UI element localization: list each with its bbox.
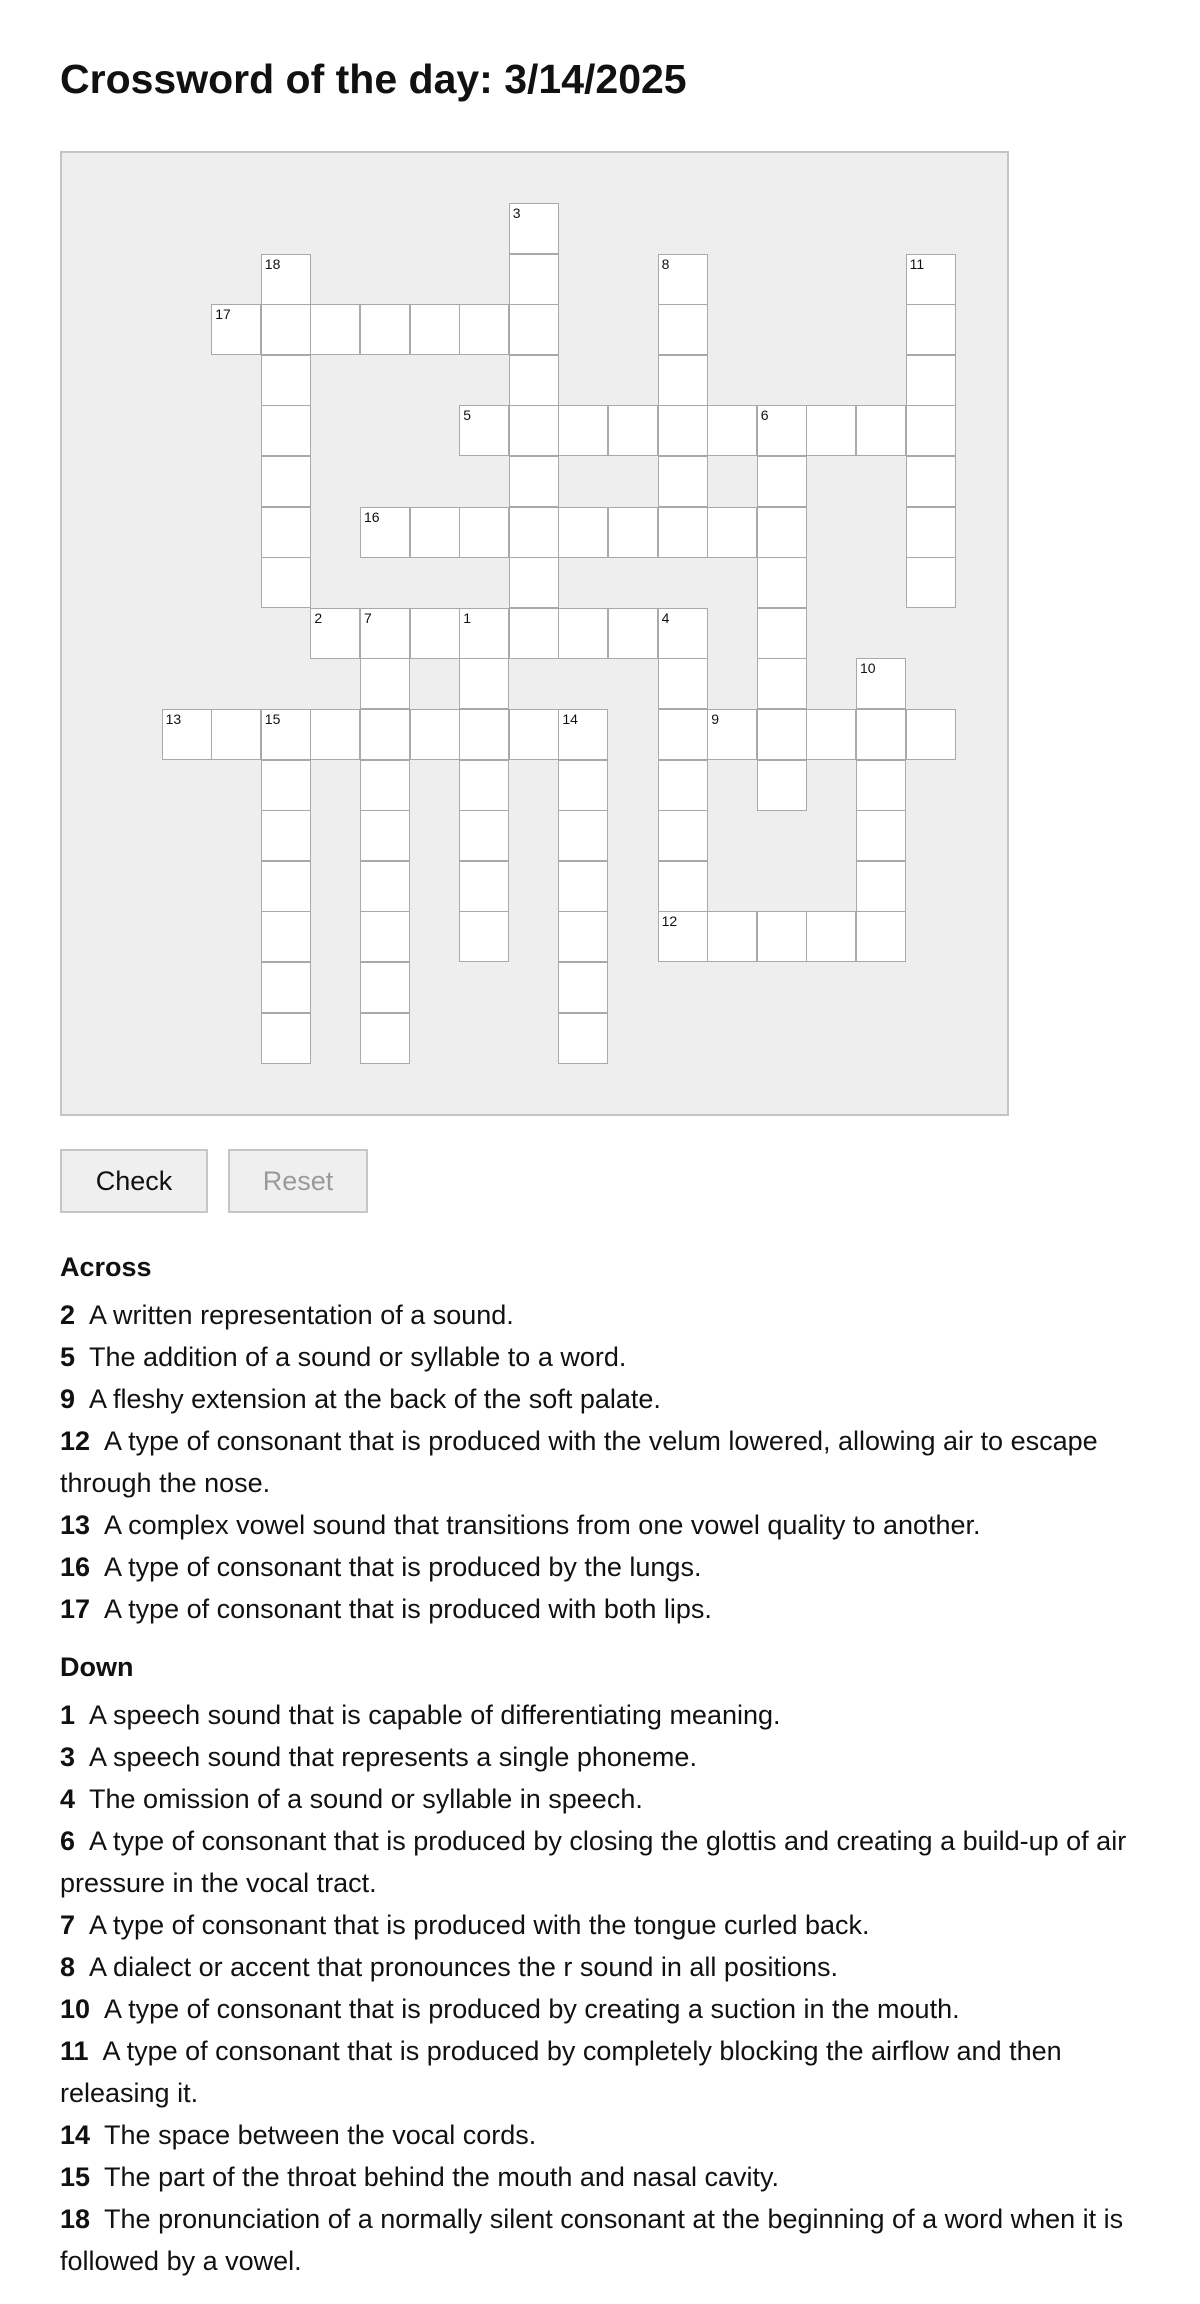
clue-text: A type of consonant that is produced with the velum lowered, allowing air to escape through the nose. — [60, 1426, 1098, 1498]
clue-text: The pronunciation of a normally silent consonant at the beginning of a word when it is followed by a vowel. — [60, 2204, 1124, 2276]
grid-cell[interactable] — [509, 254, 559, 305]
grid-cell[interactable] — [658, 304, 708, 355]
grid-cell[interactable] — [906, 456, 956, 507]
grid-cell[interactable] — [410, 608, 460, 659]
grid-cell[interactable] — [261, 355, 311, 406]
clue-number: 12 — [60, 1426, 91, 1456]
grid-cell[interactable] — [261, 810, 311, 861]
grid-cell[interactable] — [757, 760, 807, 811]
down-clue[interactable] — [60, 1736, 1150, 1778]
clue-text: The space between the vocal cords. — [104, 2120, 537, 2150]
down-clue-list — [60, 1694, 1150, 2282]
grid-cell[interactable] — [658, 254, 708, 305]
clue-number: 9 — [60, 1384, 76, 1414]
grid-cell[interactable] — [856, 709, 906, 760]
grid-cell[interactable] — [856, 861, 906, 912]
grid-cell[interactable] — [757, 405, 807, 456]
clue-number: 10 — [60, 1994, 91, 2024]
cell-number: 11 — [909, 255, 925, 272]
grid-cell[interactable] — [707, 507, 757, 558]
clue-text: A speech sound that represents a single phoneme. — [89, 1742, 697, 1772]
cell-number: 10 — [860, 660, 876, 677]
grid-cell[interactable] — [558, 962, 608, 1013]
clue-text: A type of consonant that is produced with the tongue curled back. — [89, 1910, 870, 1940]
cell-number: 1 — [463, 609, 471, 626]
cell-number: 9 — [711, 711, 719, 727]
down-clue[interactable] — [60, 2156, 1150, 2198]
cell-number: 16 — [364, 508, 380, 525]
check-button[interactable]: Check — [60, 1149, 208, 1213]
grid-cell[interactable] — [310, 709, 360, 760]
clue-text: A type of consonant that is produced with both lips. — [104, 1594, 712, 1624]
cell-number: 8 — [661, 255, 670, 272]
grid-cell[interactable] — [310, 608, 360, 659]
cell-number: 5 — [463, 407, 471, 424]
grid-cell[interactable] — [757, 507, 807, 558]
grid-cell[interactable] — [707, 911, 757, 962]
grid-cell[interactable] — [856, 658, 906, 709]
clue-number: 3 — [60, 1742, 76, 1772]
grid-cell[interactable] — [558, 760, 608, 811]
grid-cell[interactable] — [509, 355, 559, 406]
clue-number: 17 — [60, 1594, 91, 1624]
grid-cell[interactable] — [658, 456, 708, 507]
grid-cell[interactable] — [558, 810, 608, 861]
grid-cell[interactable] — [211, 304, 261, 355]
grid-cell[interactable] — [360, 810, 410, 861]
grid-cell[interactable] — [757, 557, 807, 608]
clue-text: The omission of a sound or syllable in speech. — [89, 1784, 643, 1814]
clue-text: A type of consonant that is produced by closing the glottis and creating a build-up of air pressure in the vocal tract. — [60, 1826, 1127, 1898]
clue-number: 14 — [60, 2120, 91, 2150]
clue-number: 13 — [60, 1510, 91, 1540]
grid-cell[interactable] — [261, 507, 311, 558]
grid-cell[interactable] — [459, 658, 509, 709]
grid-cell[interactable] — [856, 760, 906, 811]
grid-cell[interactable] — [658, 810, 708, 861]
grid-cell[interactable] — [608, 405, 658, 456]
clue-text: A type of consonant that is produced by creating a suction in the mouth. — [104, 1994, 960, 2024]
grid-cell[interactable] — [658, 507, 708, 558]
grid-cell[interactable] — [261, 861, 311, 912]
grid-cell[interactable] — [558, 507, 608, 558]
grid-cell[interactable] — [261, 456, 311, 507]
cell-number: 3 — [512, 205, 521, 221]
grid-cell[interactable] — [459, 304, 509, 355]
down-clue[interactable] — [60, 2030, 1150, 2114]
across-clue[interactable] — [60, 1504, 1150, 1546]
grid-cell[interactable] — [558, 911, 608, 962]
grid-cell[interactable] — [658, 608, 708, 659]
grid-cell[interactable] — [707, 709, 757, 760]
down-clue[interactable] — [60, 1778, 1150, 1820]
grid-cell[interactable] — [906, 557, 956, 608]
grid-cell[interactable] — [459, 911, 509, 962]
grid-cell[interactable] — [509, 709, 559, 760]
across-clue-list — [60, 1294, 1150, 1630]
grid-cell[interactable] — [558, 405, 608, 456]
grid-cell[interactable] — [856, 810, 906, 861]
crossword-board — [60, 151, 1009, 1116]
grid-cell[interactable] — [459, 760, 509, 811]
clue-number: 18 — [60, 2204, 91, 2234]
grid-cell[interactable] — [261, 1013, 311, 1064]
grid-cell[interactable] — [806, 911, 856, 962]
grid-cell[interactable] — [162, 709, 212, 760]
grid-cell[interactable] — [360, 760, 410, 811]
grid-cell[interactable] — [509, 456, 559, 507]
down-clue[interactable] — [60, 1946, 1150, 1988]
down-clue[interactable] — [60, 2198, 1150, 2282]
grid-cell[interactable] — [509, 507, 559, 558]
clue-number: 8 — [60, 1952, 76, 1982]
grid-cell[interactable] — [509, 304, 559, 355]
across-heading: Across — [60, 1252, 152, 1282]
grid-cell[interactable] — [360, 1013, 410, 1064]
clue-text: A type of consonant that is produced by completely blocking the airflow and then releasing it. — [60, 2036, 1062, 2108]
grid-cell[interactable] — [261, 911, 311, 962]
cell-number: 2 — [314, 609, 323, 626]
grid-cell[interactable] — [360, 861, 410, 912]
grid-cell[interactable] — [261, 254, 311, 305]
clues-section — [60, 1238, 1150, 2282]
grid-cell[interactable] — [459, 507, 509, 558]
grid-cell[interactable] — [211, 709, 261, 760]
grid-cell[interactable] — [360, 709, 410, 760]
grid-cell[interactable] — [310, 304, 360, 355]
grid-cell[interactable] — [261, 304, 311, 355]
down-clue[interactable] — [60, 1904, 1150, 1946]
across-clue[interactable] — [60, 1588, 1150, 1630]
grid-cell[interactable] — [261, 962, 311, 1013]
down-heading: Down — [60, 1652, 134, 1682]
grid-cell[interactable] — [261, 709, 311, 760]
grid-cell[interactable] — [757, 911, 807, 962]
grid-cell[interactable] — [360, 658, 410, 709]
cell-number: 17 — [215, 306, 231, 323]
grid-cell[interactable] — [658, 405, 708, 456]
grid-cell[interactable] — [509, 405, 559, 456]
grid-cell[interactable] — [360, 608, 410, 659]
grid-cell[interactable] — [261, 405, 311, 456]
grid-cell[interactable] — [558, 608, 608, 659]
clue-text: A fleshy extension at the back of the soft palate. — [89, 1384, 661, 1414]
grid-cell[interactable] — [658, 760, 708, 811]
clue-number: 16 — [60, 1552, 91, 1582]
grid-cell[interactable] — [459, 709, 509, 760]
grid-cell[interactable] — [707, 405, 757, 456]
grid-cell[interactable] — [658, 355, 708, 406]
cell-number: 13 — [165, 711, 182, 727]
clue-number: 1 — [60, 1700, 76, 1730]
grid-cell[interactable] — [360, 962, 410, 1013]
across-clue[interactable] — [60, 1420, 1150, 1504]
clue-number: 5 — [60, 1342, 76, 1372]
clue-number: 4 — [60, 1784, 76, 1814]
grid-cell[interactable] — [608, 608, 658, 659]
grid-cell[interactable] — [658, 709, 708, 760]
cell-number: 15 — [264, 711, 281, 727]
grid-cell[interactable] — [558, 861, 608, 912]
grid-cell[interactable] — [658, 911, 708, 962]
grid-cell[interactable] — [608, 507, 658, 558]
grid-cell[interactable] — [558, 1013, 608, 1064]
clue-text: A type of consonant that is produced by the lungs. — [104, 1552, 702, 1582]
across-clue[interactable] — [60, 1378, 1150, 1420]
grid-cell[interactable] — [806, 709, 856, 760]
clue-text: The part of the throat behind the mouth and nasal cavity. — [104, 2162, 779, 2192]
clue-number: 15 — [60, 2162, 91, 2192]
grid-cell[interactable] — [360, 304, 410, 355]
clue-number: 7 — [60, 1910, 76, 1940]
grid-cell[interactable] — [906, 355, 956, 406]
clue-text: The addition of a sound or syllable to a word. — [89, 1342, 627, 1372]
down-clue[interactable] — [60, 2114, 1150, 2156]
across-clue[interactable] — [60, 1294, 1150, 1336]
grid-cell[interactable] — [906, 709, 956, 760]
grid-cell[interactable] — [757, 658, 807, 709]
clue-number: 2 — [60, 1300, 76, 1330]
clue-number: 11 — [60, 2036, 89, 2066]
clue-text: A written representation of a sound. — [89, 1300, 514, 1330]
grid-cell[interactable] — [757, 456, 807, 507]
grid-cell[interactable] — [509, 608, 559, 659]
reset-button[interactable]: Reset — [228, 1149, 368, 1213]
grid-cell[interactable] — [856, 405, 906, 456]
grid-cell[interactable] — [906, 507, 956, 558]
grid-cell[interactable] — [856, 911, 906, 962]
grid-cell[interactable] — [906, 254, 956, 305]
grid-cell[interactable] — [459, 608, 509, 659]
grid-cell[interactable] — [757, 608, 807, 659]
down-clue[interactable] — [60, 1694, 1150, 1736]
grid-cell[interactable] — [410, 709, 460, 760]
grid-cell[interactable] — [410, 507, 460, 558]
cell-number: 14 — [562, 711, 578, 727]
grid-cell[interactable] — [658, 658, 708, 709]
grid-cell[interactable] — [459, 861, 509, 912]
cell-number: 12 — [661, 913, 678, 930]
grid-cell[interactable] — [757, 709, 807, 760]
grid-cell[interactable] — [658, 861, 708, 912]
grid-cell[interactable] — [360, 507, 410, 558]
grid-cell[interactable] — [906, 304, 956, 355]
grid-cell[interactable] — [410, 304, 460, 355]
grid-cell[interactable] — [509, 203, 559, 254]
grid-cell[interactable] — [261, 557, 311, 608]
clue-text: A complex vowel sound that transitions from one vowel quality to another. — [104, 1510, 981, 1540]
grid-cell[interactable] — [558, 709, 608, 760]
grid-cell[interactable] — [360, 911, 410, 962]
cell-number: 7 — [364, 609, 372, 626]
clue-text: A dialect or accent that pronounces the r sound in all positions. — [89, 1952, 838, 1982]
page-title: Crossword of the day: 3/14/2025 — [60, 56, 687, 102]
cell-number: 18 — [264, 255, 281, 272]
clue-text: A speech sound that is capable of differentiating meaning. — [89, 1700, 781, 1730]
grid-cell[interactable] — [806, 405, 856, 456]
clue-number: 6 — [60, 1826, 76, 1856]
down-clue[interactable] — [60, 1988, 1150, 2030]
grid-cell[interactable] — [459, 810, 509, 861]
grid-cell[interactable] — [459, 405, 509, 456]
across-clue[interactable] — [60, 1546, 1150, 1588]
cell-number: 4 — [661, 609, 670, 626]
grid-cell[interactable] — [509, 557, 559, 608]
down-clue[interactable] — [60, 1820, 1150, 1904]
across-clue[interactable] — [60, 1336, 1150, 1378]
grid-cell[interactable] — [906, 405, 956, 456]
grid-cell[interactable] — [261, 760, 311, 811]
cell-number: 6 — [760, 407, 769, 424]
